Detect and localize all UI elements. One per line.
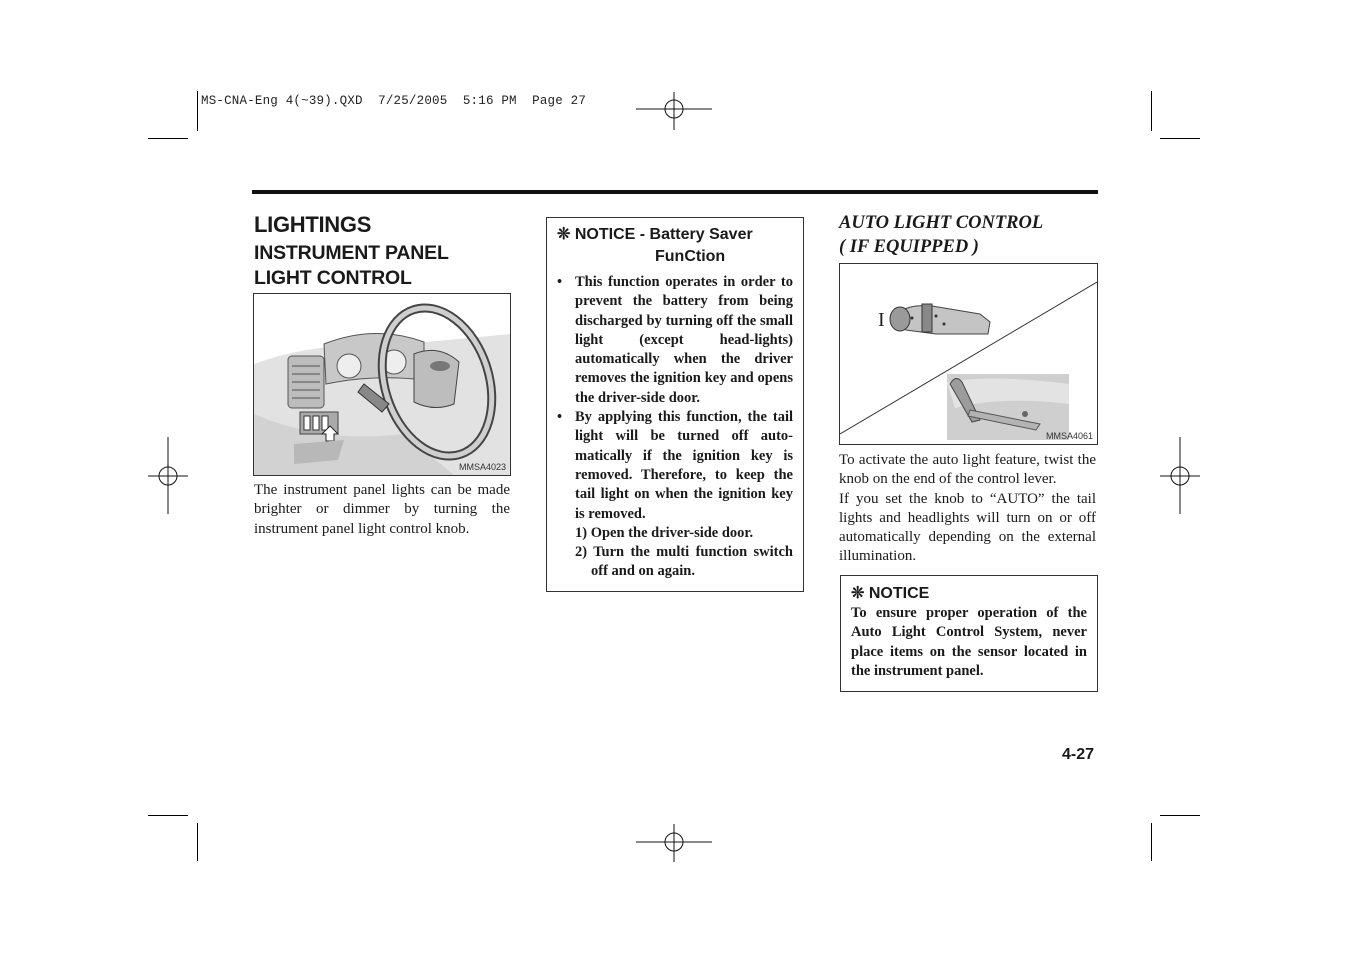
section-title: LIGHTINGS: [254, 212, 372, 237]
auto-light-paragraph-2: If you set the knob to “AUTO” the tail lights and headlights will turn on or off automatically depending on the external illumination.: [839, 490, 1096, 565]
section-subtitle: [254, 241, 449, 291]
figure-code: MMSA4023: [458, 462, 506, 472]
figure-marker: I: [878, 309, 885, 331]
header-rule: [252, 190, 1098, 194]
auto-light-heading: [839, 212, 1043, 259]
auto-light-figure: [839, 263, 1098, 445]
auto-light-paragraph-1: To activate the auto light feature, twist the knob on the end of the control lever.: [839, 452, 1096, 488]
control-lever-illustration: [840, 264, 1097, 444]
auto-light-notice: [840, 575, 1098, 692]
auto-light-heading-line-1: AUTO LIGHT CONTROL: [839, 213, 1044, 233]
notice-title: [557, 224, 793, 268]
notice-title-line-2: FunCtion: [655, 248, 726, 265]
dashboard-illustration: [254, 294, 510, 475]
notice-bullet-2: • By applying this function, the tail light will be turned off auto-matically if the ignition key is removed. Therefore, to keep the tail light on when the ignition key is removed.: [557, 408, 793, 524]
print-slug: MS-CNA-Eng 4(~39).QXD 7/25/2005 5:16 PM Page 27: [201, 94, 587, 108]
notice-bullet-1: • This function operates in order to prevent the battery from being discharged by turning off the small light (except head-lights) automatically when the driver removes the ignition key and opens the driver-side door.: [557, 273, 793, 408]
auto-light-heading-line-2: ( IF EQUIPPED ): [839, 236, 979, 257]
notice-step-2: 2) Turn the multi function switch off and on again.: [575, 544, 793, 580]
subtitle-line-2: LIGHT CONTROL: [254, 267, 412, 289]
notice-body: To ensure proper operation of the Auto Light Control System, never place items on the sensor located in the instrument panel.: [851, 605, 1087, 679]
notice-title: [851, 583, 1087, 604]
notice-bullet-list: [557, 273, 793, 524]
notice-title-text: NOTICE: [868, 585, 930, 602]
battery-saver-notice: [546, 217, 804, 592]
subtitle-line-1: INSTRUMENT PANEL: [254, 242, 449, 264]
notice-title-line-1: NOTICE - Battery Saver: [574, 226, 753, 243]
auto-light-description: [839, 451, 1096, 567]
page-number: 4-27: [1062, 746, 1095, 763]
notice-steps: [557, 524, 793, 582]
notice-symbol: ❊: [557, 226, 571, 243]
notice-symbol: ❊: [851, 585, 865, 602]
dashboard-figure: [253, 293, 511, 476]
notice-step-1: 1) Open the driver-side door.: [575, 524, 754, 541]
figure-code: MMSA4061: [1045, 431, 1093, 441]
instrument-panel-description: The instrument panel lights can be made brighter or dimmer by turning the instrument panel light control knob.: [254, 482, 510, 537]
